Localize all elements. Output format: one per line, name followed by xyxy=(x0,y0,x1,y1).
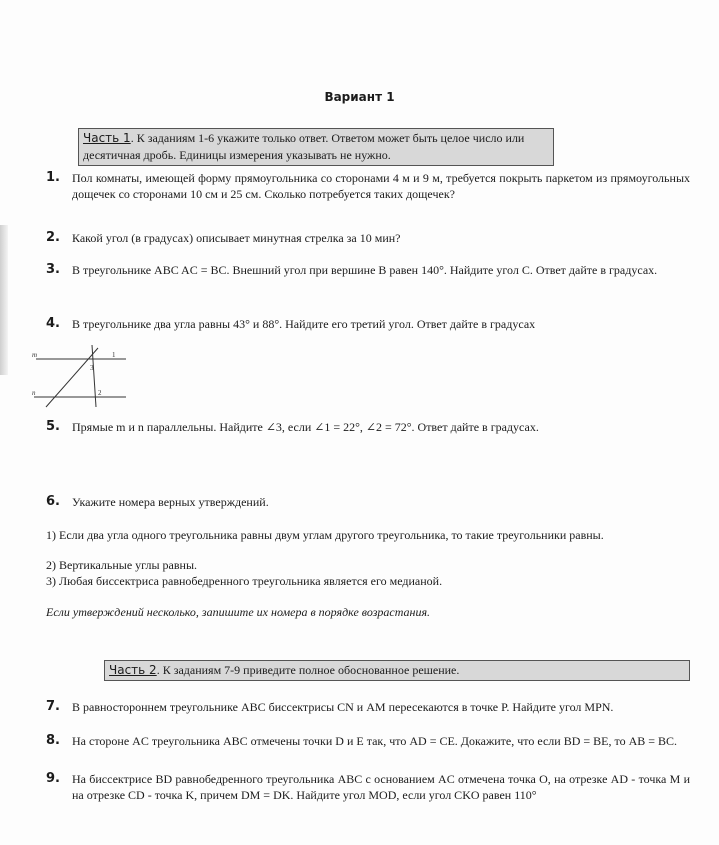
scan-edge-shadow xyxy=(0,225,8,375)
label-m: m xyxy=(32,351,38,359)
statement-2: 2) Вертикальные углы равны. xyxy=(46,558,198,572)
task-6-number: 6. xyxy=(46,494,60,509)
label-angle-2: 2 xyxy=(98,389,102,397)
task-5-text: Прямые m и n параллельны. Найдите ∠3, если ∠1 = 22°, ∠2 = 72°. Ответ дайте в градусах. xyxy=(72,420,539,434)
part1-header xyxy=(78,128,554,166)
task-3-number: 3. xyxy=(46,262,60,277)
task-8-number: 8. xyxy=(46,733,60,748)
task-4-number: 4. xyxy=(46,316,60,331)
task-9-number: 9. xyxy=(46,771,60,786)
task-7-text: В равностороннем треугольнике ABC биссектрисы CN и AM пересекаются в точке P. Найдите угол MPN. xyxy=(72,700,614,714)
task-2-number: 2. xyxy=(46,230,60,245)
task-4-text: В треугольнике два угла равны 43° и 88°. Найдите его третий угол. Ответ дайте в градусах xyxy=(72,317,536,331)
part2-header xyxy=(104,660,690,681)
statement-1: 1) Если два угла одного треугольника равны двум углам другого треугольника, то такие треугольники равны. xyxy=(46,528,604,542)
variant-title: Вариант 1 xyxy=(324,90,395,104)
task-3-text: В треугольнике ABC AC = BC. Внешний угол при вершине B равен 140°. Найдите угол C. Ответ дайте в градусах. xyxy=(72,263,658,277)
transversal-2 xyxy=(46,348,98,407)
part1-text: . К заданиям 1-6 укажите только ответ. Ответом может быть целое число или десятичная дробь. Единицы измерения указывать не нужно. xyxy=(83,131,525,162)
answer-note: Если утверждений несколько, запишите их номера в порядке возрастания. xyxy=(46,605,431,619)
task-1-text: Пол комнаты, имеющей форму прямоугольника со сторонами 4 м и 9 м, требуется покрыть паркетом из прямоугольных дощечек со сторонами 10 см и 25 см. Сколько потребуется таких дощечек? xyxy=(72,171,690,201)
task-5-number: 5. xyxy=(46,419,60,434)
task-1-number: 1. xyxy=(46,170,60,185)
part2-label: Часть 2 xyxy=(109,663,157,677)
label-angle-1: 1 xyxy=(112,351,116,359)
task-6-text: Укажите номера верных утверждений. xyxy=(72,495,269,509)
label-n: n xyxy=(32,389,36,397)
part1-label: Часть 1 xyxy=(83,131,131,145)
task-7-number: 7. xyxy=(46,699,60,714)
statement-3: 3) Любая биссектриса равнобедренного треугольника является его медианой. xyxy=(46,574,443,588)
parallel-lines-figure xyxy=(26,345,136,415)
part2-text: . К заданиям 7-9 приведите полное обоснованное решение. xyxy=(156,663,460,677)
task-8-text: На стороне AC треугольника ABC отмечены точки D и E так, что AD = CE. Докажите, что если BD = BE, то AB = BC. xyxy=(72,734,678,748)
task-9-text: На биссектрисе BD равнобедренного треугольника ABC с основанием AC отмечена точка O, на отрезке AD - точка M и на отрезке CD - точка K, причем DM = DK. Найдите угол MOD, если угол CKO равен 110° xyxy=(72,772,690,802)
label-angle-3: 3 xyxy=(90,364,94,372)
task-2-text: Какой угол (в градусах) описывает минутная стрелка за 10 мин? xyxy=(72,231,401,245)
